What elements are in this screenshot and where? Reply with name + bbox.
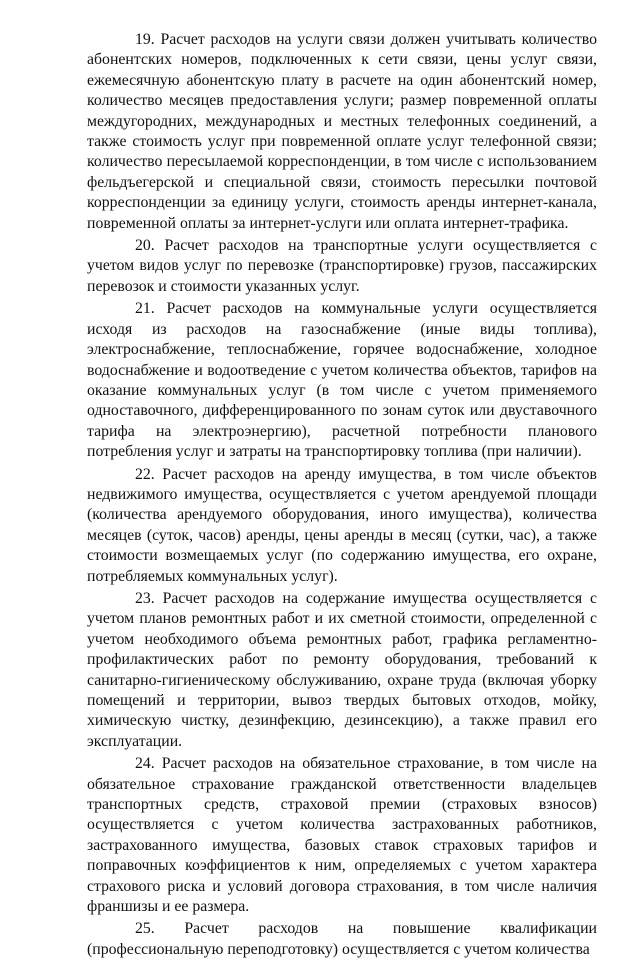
paragraph-24: 24. Расчет расходов на обязательное страхование, в том числе на обязательное страхование гражданской ответственности владельцев транспортных средств, страховой премии (страховых взносов) осуществляется с учетом количества застрахованных работников, застрахованного имущества, базовых ставок страховых тарифов и поправочных коэффициентов к ним, определяемых с учетом характера страхового риска и условий договора страхования, в том числе наличия франшизы и ее размера. — [87, 755, 597, 916]
paragraph-20: 20. Расчет расходов на транспортные услуги осуществляется с учетом видов услуг по перевозке (транспортировке) грузов, пассажирских перевозок и стоимости указанных услуг. — [87, 237, 597, 295]
document-body — [87, 30, 597, 962]
paragraph-22: 22. Расчет расходов на аренду имущества, в том числе объектов недвижимого имущества, осуществляется с учетом арендуемой площади (количества арендуемого оборудования, иного имущества), количества месяцев (суток, часов) аренды, цены аренды в месяц (сутки, час), а также стоимости возмещаемых услуг (по содержанию имущества, его охране, потребляемых коммунальных услуг). — [87, 465, 597, 585]
paragraph-21: 21. Расчет расходов на коммунальные услуги осуществляется исходя из расходов на газоснабжение (иные виды топлива), электроснабжение, теплоснабжение, горячее водоснабжение, холодное водоснабжение и водоотведение с учетом количества объектов, тарифов на оказание коммунальных услуг (в том числе с учетом применяемого одноставочного, дифференцированного по зонам суток или двуставочного тарифа на электроэнергию), расчетной потребности планового потребления услуг и затраты на транспортировку топлива (при наличии). — [87, 300, 597, 461]
paragraph-19: 19. Расчет расходов на услуги связи должен учитывать количество абонентских номеров, подключенных к сети связи, цены услуг связи, ежемесячную абонентскую плату в расчете на один абонентский номер, количество месяцев предоставления услуги; размер повременной оплаты междугородних, международных и местных телефонных соединений, а также стоимость услуг при повременной оплате услуг телефонной связи; количество пересылаемой корреспонденции, в том числе с использованием фельдъегерской и специальной связи, стоимость пересылки почтовой корреспонденции за единицу услуги, стоимость аренды интернет-канала, повременной оплаты за интернет-услуги или оплата интернет-трафика. — [87, 31, 597, 232]
paragraph-23: 23. Расчет расходов на содержание имущества осуществляется с учетом планов ремонтных работ и их сметной стоимости, определенной с учетом необходимого объема ремонтных работ, графика регламентно-профилактических работ по ремонту оборудования, требований к санитарно-гигиеническому обслуживанию, охране труда (включая уборку помещений и территории, вывоз твердых бытовых отходов, мойку, химическую чистку, дезинфекцию, дезинсекцию), а также правил его эксплуатации. — [87, 589, 597, 750]
paragraph-25: 25. Расчет расходов на повышение квалификации (профессиональную переподготовку) осуществляется с учетом количества — [87, 920, 597, 958]
